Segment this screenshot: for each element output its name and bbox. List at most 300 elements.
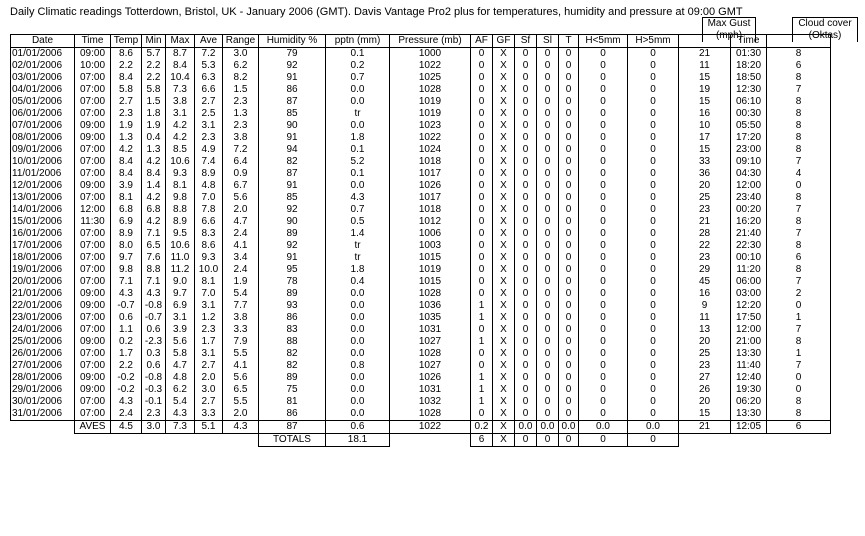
table-cell: 2.0 xyxy=(223,204,259,216)
table-cell: 1032 xyxy=(390,396,471,408)
column-header: T xyxy=(559,35,579,48)
table-cell: 0 xyxy=(515,264,537,276)
table-cell: 3.1 xyxy=(195,120,223,132)
table-cell: X xyxy=(493,408,515,421)
table-cell: 93 xyxy=(259,300,326,312)
table-cell: 0.3 xyxy=(142,348,166,360)
table-cell: 0 xyxy=(515,72,537,84)
table-cell: 1006 xyxy=(390,228,471,240)
table-cell: 06:20 xyxy=(731,396,767,408)
table-cell: 8 xyxy=(767,216,831,228)
table-cell: 0 xyxy=(579,192,628,204)
table-cell: 23 xyxy=(679,360,731,372)
table-cell: -0.8 xyxy=(142,372,166,384)
table-cell: 4.9 xyxy=(195,144,223,156)
totals-cell: 6 xyxy=(471,434,493,447)
table-cell: 1.7 xyxy=(195,336,223,348)
table-cell: 0 xyxy=(559,312,579,324)
column-header: Range xyxy=(223,35,259,48)
table-cell: 25/01/2006 xyxy=(11,336,75,348)
table-cell: 8.4 xyxy=(111,72,142,84)
table-cell: 13/01/2006 xyxy=(11,192,75,204)
table-cell: 17:20 xyxy=(731,132,767,144)
table-cell: 0 xyxy=(537,252,559,264)
table-cell: 06:00 xyxy=(731,276,767,288)
table-cell: 1 xyxy=(471,372,493,384)
table-cell: 0 xyxy=(628,252,679,264)
table-cell: 7 xyxy=(767,204,831,216)
table-cell: 86 xyxy=(259,84,326,96)
averages-row xyxy=(11,421,831,434)
table-cell: 79 xyxy=(259,48,326,61)
table-cell: 0 xyxy=(559,108,579,120)
table-cell: 83 xyxy=(259,324,326,336)
column-header: Sf xyxy=(515,35,537,48)
table-cell: tr xyxy=(326,240,390,252)
table-cell: 11/01/2006 xyxy=(11,168,75,180)
table-cell: 8.7 xyxy=(166,48,195,61)
table-cell: 29 xyxy=(679,264,731,276)
table-cell: X xyxy=(493,84,515,96)
table-cell: 07:00 xyxy=(75,168,111,180)
table-cell: 0 xyxy=(559,60,579,72)
table-cell: 1018 xyxy=(390,204,471,216)
table-cell: 10 xyxy=(679,120,731,132)
table-cell: 0 xyxy=(579,384,628,396)
table-cell: 7 xyxy=(767,360,831,372)
table-cell: X xyxy=(493,276,515,288)
table-cell: 8.8 xyxy=(166,204,195,216)
table-cell: 0 xyxy=(537,360,559,372)
table-cell: 3.0 xyxy=(195,384,223,396)
table-cell: 0 xyxy=(537,204,559,216)
table-cell: 5.4 xyxy=(166,396,195,408)
table-cell: 0.8 xyxy=(326,360,390,372)
table-cell: 1.3 xyxy=(223,108,259,120)
table-cell: 0 xyxy=(579,336,628,348)
table-cell: 23 xyxy=(679,252,731,264)
table-cell: 3.9 xyxy=(111,180,142,192)
table-cell: 2.3 xyxy=(223,120,259,132)
table-cell: 07:00 xyxy=(75,360,111,372)
table-cell: 0 xyxy=(559,156,579,168)
table-cell: 0 xyxy=(515,108,537,120)
table-cell: 0.0 xyxy=(326,180,390,192)
table-cell: 8.9 xyxy=(111,228,142,240)
table-cell: 0 xyxy=(579,288,628,300)
table-cell: 4.3 xyxy=(111,288,142,300)
table-cell: 0.6 xyxy=(142,360,166,372)
table-cell: 0 xyxy=(628,108,679,120)
table-cell: 0.4 xyxy=(142,132,166,144)
table-cell: 0.9 xyxy=(223,168,259,180)
table-cell: 03/01/2006 xyxy=(11,72,75,84)
table-cell: 0 xyxy=(515,276,537,288)
table-cell: 33 xyxy=(679,156,731,168)
table-cell: 20 xyxy=(679,396,731,408)
table-cell: 8 xyxy=(767,264,831,276)
table-cell: 9.7 xyxy=(111,252,142,264)
table-cell: X xyxy=(493,288,515,300)
table-cell: 0 xyxy=(515,252,537,264)
table-cell: 24/01/2006 xyxy=(11,324,75,336)
table-cell: 0 xyxy=(559,336,579,348)
table-cell: 1 xyxy=(767,348,831,360)
table-cell: 11:40 xyxy=(731,360,767,372)
table-cell: 1028 xyxy=(390,348,471,360)
totals-cell xyxy=(111,434,142,447)
table-cell: 1036 xyxy=(390,300,471,312)
averages-cell: 1022 xyxy=(390,421,471,434)
table-cell: 0 xyxy=(471,144,493,156)
table-row xyxy=(11,72,831,84)
column-header: Pressure (mb) xyxy=(390,35,471,48)
totals-cell: X xyxy=(493,434,515,447)
table-cell: 0 xyxy=(579,156,628,168)
table-cell: 2.3 xyxy=(111,108,142,120)
table-cell: 04:30 xyxy=(731,168,767,180)
table-cell: 6.5 xyxy=(223,384,259,396)
table-row xyxy=(11,180,831,192)
table-cell: 0 xyxy=(628,264,679,276)
table-cell: 0.0 xyxy=(326,396,390,408)
table-cell: 10.0 xyxy=(195,264,223,276)
table-cell: 8.5 xyxy=(166,144,195,156)
table-cell: -2.3 xyxy=(142,336,166,348)
table-cell: 1017 xyxy=(390,168,471,180)
table-cell: 0 xyxy=(579,84,628,96)
totals-cell: TOTALS xyxy=(259,434,326,447)
table-cell: 0.0 xyxy=(326,372,390,384)
table-cell: 0 xyxy=(559,288,579,300)
table-cell: 28 xyxy=(679,228,731,240)
totals-cell xyxy=(390,434,471,447)
table-cell: 6.6 xyxy=(195,216,223,228)
table-cell: 8 xyxy=(767,96,831,108)
table-cell: 7.6 xyxy=(142,252,166,264)
table-cell: 0.2 xyxy=(111,336,142,348)
totals-cell xyxy=(731,434,767,447)
table-cell: 7 xyxy=(767,324,831,336)
column-header: GF xyxy=(493,35,515,48)
table-cell: 07:00 xyxy=(75,96,111,108)
table-cell: 1.2 xyxy=(195,312,223,324)
table-cell: 85 xyxy=(259,108,326,120)
table-cell: 3.1 xyxy=(166,312,195,324)
table-cell: 9 xyxy=(679,300,731,312)
table-cell: 7 xyxy=(767,276,831,288)
table-cell: 10/01/2006 xyxy=(11,156,75,168)
table-cell: 04/01/2006 xyxy=(11,84,75,96)
table-cell: 0 xyxy=(515,216,537,228)
table-cell: 8.4 xyxy=(142,168,166,180)
table-cell: 0 xyxy=(471,288,493,300)
table-cell: 0 xyxy=(559,48,579,61)
table-cell: 0 xyxy=(579,132,628,144)
table-cell: 7.9 xyxy=(223,336,259,348)
table-cell: 0 xyxy=(471,408,493,421)
table-cell: 0 xyxy=(515,408,537,421)
table-cell: 0 xyxy=(628,216,679,228)
table-row xyxy=(11,120,831,132)
table-cell: 2.7 xyxy=(111,96,142,108)
totals-cell xyxy=(223,434,259,447)
table-cell: 16:20 xyxy=(731,216,767,228)
table-cell: 07:00 xyxy=(75,156,111,168)
totals-cell xyxy=(195,434,223,447)
table-cell: 0 xyxy=(559,348,579,360)
table-cell: X xyxy=(493,156,515,168)
table-cell: 0 xyxy=(515,96,537,108)
table-cell: 23 xyxy=(679,204,731,216)
table-cell: 0.6 xyxy=(142,324,166,336)
table-cell: 6.5 xyxy=(142,240,166,252)
table-cell: 11 xyxy=(679,60,731,72)
table-cell: 4.8 xyxy=(166,372,195,384)
column-header: Min xyxy=(142,35,166,48)
averages-cell: 4.5 xyxy=(111,421,142,434)
table-cell: 1035 xyxy=(390,312,471,324)
table-cell: 90 xyxy=(259,216,326,228)
table-cell: 6.2 xyxy=(166,384,195,396)
table-cell: 0 xyxy=(628,348,679,360)
table-cell: 25 xyxy=(679,192,731,204)
table-cell: 78 xyxy=(259,276,326,288)
averages-cell: 0.0 xyxy=(515,421,537,434)
table-cell: 21:40 xyxy=(731,228,767,240)
table-cell: 0.0 xyxy=(326,84,390,96)
table-cell: 0 xyxy=(559,180,579,192)
table-cell: 1.3 xyxy=(111,132,142,144)
table-cell: 0 xyxy=(471,168,493,180)
table-cell: 26 xyxy=(679,384,731,396)
table-cell: 8 xyxy=(767,48,831,61)
table-cell: X xyxy=(493,48,515,61)
table-cell: 0 xyxy=(628,288,679,300)
table-cell: 0 xyxy=(628,120,679,132)
table-cell: 8 xyxy=(767,408,831,421)
table-cell: 0 xyxy=(559,120,579,132)
table-cell: 01:30 xyxy=(731,48,767,61)
table-cell: 0 xyxy=(537,396,559,408)
table-cell: 92 xyxy=(259,240,326,252)
table-cell: 82 xyxy=(259,156,326,168)
table-cell: 0 xyxy=(471,204,493,216)
table-cell: 0 xyxy=(579,276,628,288)
table-cell: 12/01/2006 xyxy=(11,180,75,192)
table-cell: 2.2 xyxy=(142,72,166,84)
table-row xyxy=(11,360,831,372)
table-cell: 0 xyxy=(559,264,579,276)
totals-cell: 0 xyxy=(537,434,559,447)
table-row xyxy=(11,324,831,336)
table-cell: 0 xyxy=(628,144,679,156)
table-cell: 5.6 xyxy=(223,372,259,384)
table-cell: 8 xyxy=(767,336,831,348)
table-cell: 7.4 xyxy=(195,156,223,168)
table-cell: 15 xyxy=(679,96,731,108)
table-cell: 0 xyxy=(515,180,537,192)
table-cell: 1028 xyxy=(390,84,471,96)
averages-cell: 7.3 xyxy=(166,421,195,434)
table-cell: 0 xyxy=(628,300,679,312)
column-header: H>5mm xyxy=(628,35,679,48)
column-header: Time xyxy=(75,35,111,48)
table-cell: 1 xyxy=(471,396,493,408)
averages-cell: AVES xyxy=(75,421,111,434)
table-cell: 94 xyxy=(259,144,326,156)
table-cell: 0 xyxy=(515,372,537,384)
totals-cell: 18.1 xyxy=(326,434,390,447)
table-row xyxy=(11,300,831,312)
table-cell: 8.1 xyxy=(111,192,142,204)
table-cell: 89 xyxy=(259,372,326,384)
table-cell: 09/01/2006 xyxy=(11,144,75,156)
table-cell: 17 xyxy=(679,132,731,144)
table-cell: 0 xyxy=(471,228,493,240)
table-row xyxy=(11,264,831,276)
table-cell: 1028 xyxy=(390,288,471,300)
table-cell: 09:00 xyxy=(75,48,111,61)
table-cell: 0 xyxy=(537,384,559,396)
table-cell: 0 xyxy=(628,312,679,324)
table-cell: 1.5 xyxy=(223,84,259,96)
table-cell: 3.3 xyxy=(223,324,259,336)
table-cell: 9.3 xyxy=(195,252,223,264)
table-cell: X xyxy=(493,108,515,120)
table-cell: 27/01/2006 xyxy=(11,360,75,372)
table-cell: 4.1 xyxy=(223,240,259,252)
totals-cell: 0 xyxy=(628,434,679,447)
averages-cell: 0.0 xyxy=(559,421,579,434)
table-cell: X xyxy=(493,192,515,204)
table-cell: 4.7 xyxy=(166,360,195,372)
table-cell: 07:00 xyxy=(75,396,111,408)
table-cell: 0 xyxy=(559,96,579,108)
table-cell: 0 xyxy=(559,132,579,144)
table-cell: X xyxy=(493,384,515,396)
table-cell: 0 xyxy=(579,168,628,180)
table-cell: 12:30 xyxy=(731,84,767,96)
table-cell: 0 xyxy=(471,84,493,96)
table-cell: X xyxy=(493,300,515,312)
table-row xyxy=(11,372,831,384)
table-cell: 0.1 xyxy=(326,48,390,61)
table-cell: 0 xyxy=(579,300,628,312)
table-cell: 19 xyxy=(679,84,731,96)
table-cell: 0.0 xyxy=(326,348,390,360)
table-cell: X xyxy=(493,396,515,408)
table-cell: 2.4 xyxy=(223,264,259,276)
table-cell: 09:00 xyxy=(75,300,111,312)
table-cell: 4.7 xyxy=(223,216,259,228)
table-cell: 21/01/2006 xyxy=(11,288,75,300)
column-header: Time xyxy=(731,35,767,48)
table-cell: 0 xyxy=(515,204,537,216)
table-cell: 0 xyxy=(537,144,559,156)
table-cell: 21:00 xyxy=(731,336,767,348)
totals-cell xyxy=(11,434,75,447)
table-cell: 20/01/2006 xyxy=(11,276,75,288)
table-cell: 0 xyxy=(515,312,537,324)
table-cell: 2.7 xyxy=(195,360,223,372)
table-cell: 8 xyxy=(767,120,831,132)
table-row xyxy=(11,288,831,300)
table-cell: 0 xyxy=(515,60,537,72)
table-cell: 1017 xyxy=(390,192,471,204)
table-cell: 0 xyxy=(579,60,628,72)
table-cell: 8.4 xyxy=(111,156,142,168)
table-cell: 0 xyxy=(515,156,537,168)
averages-cell: 87 xyxy=(259,421,326,434)
totals-cell xyxy=(166,434,195,447)
table-cell: 07:00 xyxy=(75,144,111,156)
table-cell: 07:00 xyxy=(75,72,111,84)
table-cell: 00:20 xyxy=(731,204,767,216)
table-row xyxy=(11,204,831,216)
table-cell: 1018 xyxy=(390,156,471,168)
table-cell: 0 xyxy=(767,384,831,396)
totals-cell xyxy=(767,434,831,447)
table-cell: 4.2 xyxy=(142,156,166,168)
table-cell: 0 xyxy=(579,360,628,372)
table-cell: 09:00 xyxy=(75,180,111,192)
table-cell: 6.3 xyxy=(195,72,223,84)
table-cell: 3.8 xyxy=(223,312,259,324)
table-cell: 1019 xyxy=(390,264,471,276)
table-cell: 9.7 xyxy=(166,288,195,300)
table-cell: -0.7 xyxy=(142,312,166,324)
table-cell: 4.2 xyxy=(166,120,195,132)
table-cell: 0 xyxy=(537,324,559,336)
table-cell: 0 xyxy=(471,264,493,276)
table-cell: 9.3 xyxy=(166,168,195,180)
table-cell: 3.3 xyxy=(195,408,223,421)
table-cell: 0 xyxy=(628,240,679,252)
table-cell: 0 xyxy=(628,48,679,61)
table-cell: 19/01/2006 xyxy=(11,264,75,276)
table-cell: 07/01/2006 xyxy=(11,120,75,132)
table-cell: 0 xyxy=(537,264,559,276)
table-cell: 82 xyxy=(259,348,326,360)
table-cell: -0.1 xyxy=(142,396,166,408)
table-cell: 0 xyxy=(515,300,537,312)
table-cell: 0 xyxy=(559,192,579,204)
table-cell: 8 xyxy=(767,396,831,408)
table-cell: 00:30 xyxy=(731,108,767,120)
table-cell: 0 xyxy=(579,348,628,360)
table-cell: 11:30 xyxy=(75,216,111,228)
table-cell: 0 xyxy=(537,132,559,144)
averages-cell: 0.2 xyxy=(471,421,493,434)
table-cell: 0 xyxy=(515,132,537,144)
table-cell: 6.8 xyxy=(111,204,142,216)
table-row xyxy=(11,408,831,421)
table-cell: -0.2 xyxy=(111,384,142,396)
table-cell: 19:30 xyxy=(731,384,767,396)
table-cell: 31/01/2006 xyxy=(11,408,75,421)
table-cell: 0 xyxy=(471,108,493,120)
table-cell: 1.3 xyxy=(142,144,166,156)
table-cell: X xyxy=(493,312,515,324)
table-cell: 0.0 xyxy=(326,300,390,312)
table-cell: 0.0 xyxy=(326,336,390,348)
table-cell: 1015 xyxy=(390,252,471,264)
table-cell: -0.3 xyxy=(142,384,166,396)
table-cell: 0 xyxy=(579,48,628,61)
table-cell: 1.1 xyxy=(111,324,142,336)
table-cell: 09:00 xyxy=(75,372,111,384)
